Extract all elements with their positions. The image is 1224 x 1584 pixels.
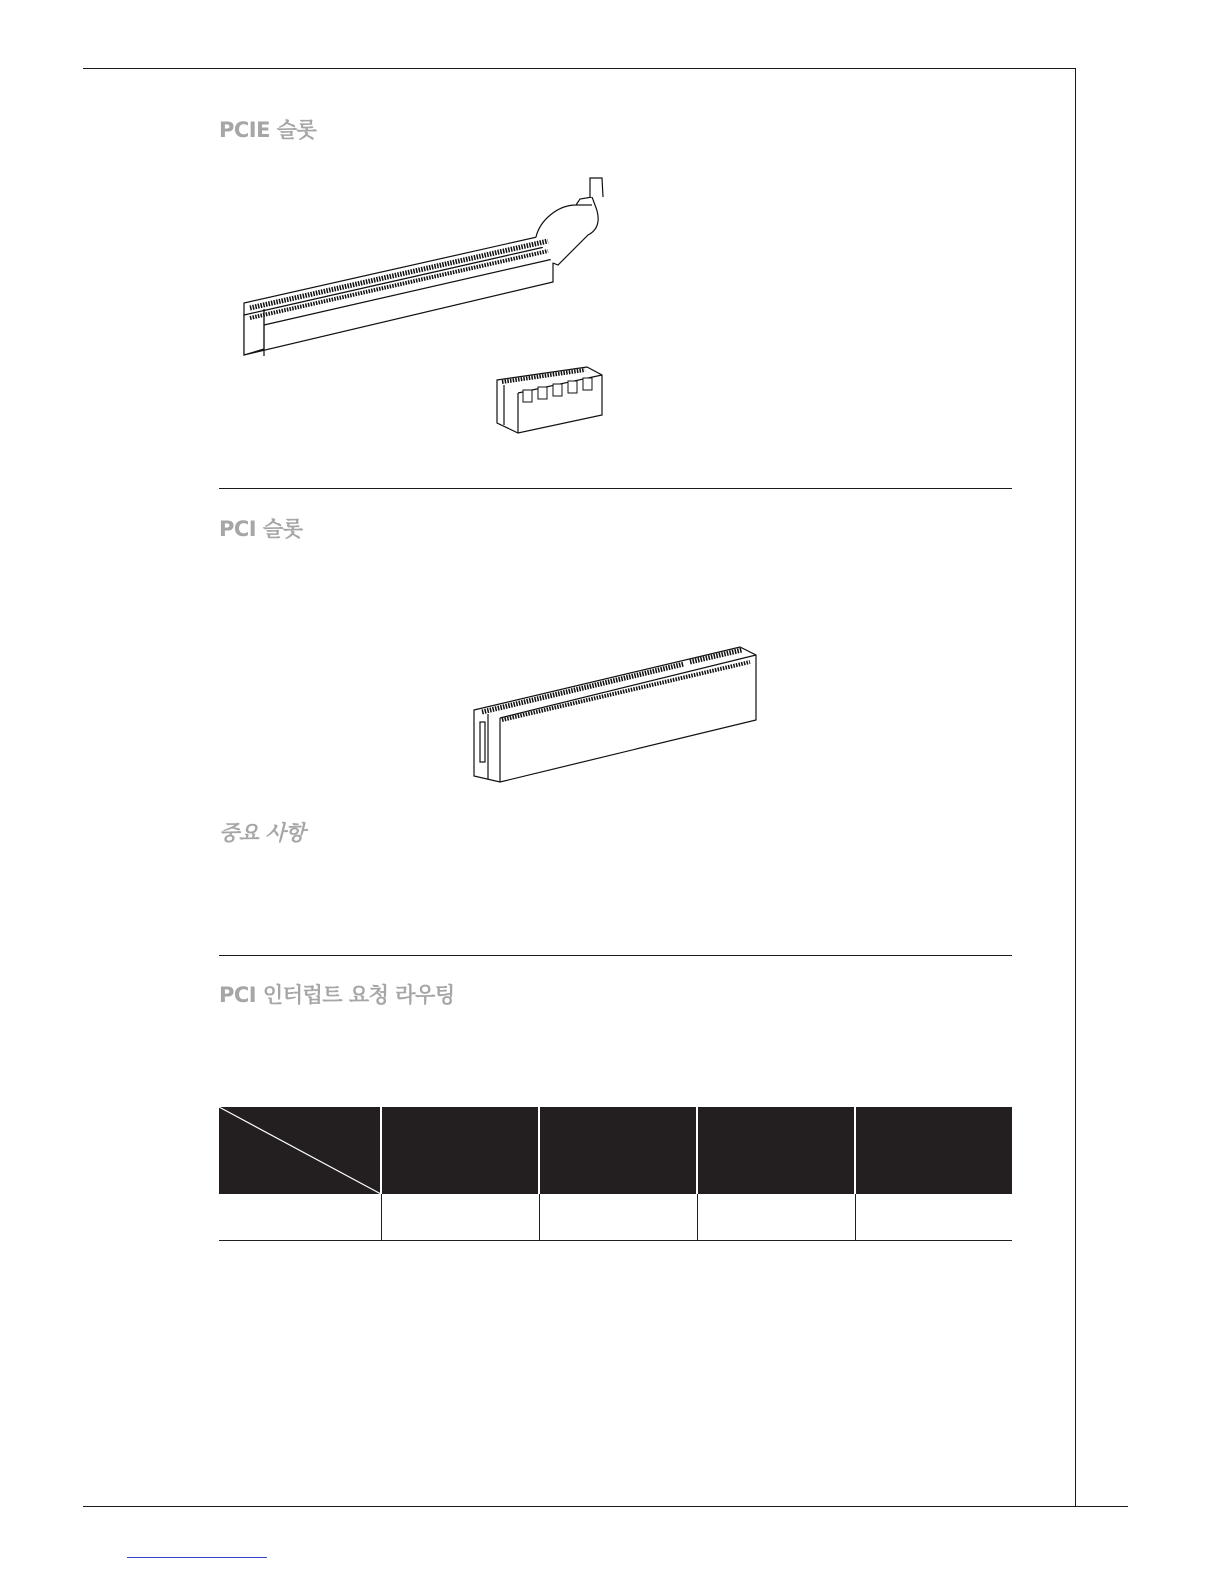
- right-frame-rule: [1075, 68, 1076, 1507]
- table-corner-cell: [219, 1107, 381, 1194]
- important-section-title: 중요 사항: [219, 821, 305, 845]
- pci-section-title: PCI 슬롯: [219, 517, 303, 541]
- table-header-cell: [381, 1107, 539, 1194]
- section-divider-2: [219, 955, 1012, 956]
- table-header-cell: [855, 1107, 1012, 1194]
- table-header-cell: [539, 1107, 697, 1194]
- diagonal-divider: [219, 1107, 381, 1194]
- table-header-row: [219, 1107, 1012, 1194]
- table-header-cell: [697, 1107, 855, 1194]
- bottom-frame-rule: [83, 1506, 1128, 1507]
- pci-slot-figure: [470, 640, 765, 790]
- footer-link-underline[interactable]: [127, 1557, 267, 1558]
- irq-routing-table: [219, 1107, 1012, 1241]
- table-cell: [381, 1194, 539, 1241]
- top-frame-rule: [83, 68, 1076, 69]
- pcie-slot-illustration: [240, 175, 620, 445]
- section-divider-1: [219, 488, 1012, 489]
- irq-section-title: PCI 인터럽트 요청 라우팅: [219, 983, 455, 1007]
- table-cell: [219, 1194, 381, 1241]
- pcie-section-title: PCIE 슬롯: [219, 118, 317, 142]
- table-cell: [697, 1194, 855, 1241]
- table-cell: [539, 1194, 697, 1241]
- pcie-slot-figure: [240, 175, 620, 445]
- pci-slot-illustration: [470, 640, 765, 790]
- table-cell: [855, 1194, 1012, 1241]
- table-row: [219, 1194, 1012, 1241]
